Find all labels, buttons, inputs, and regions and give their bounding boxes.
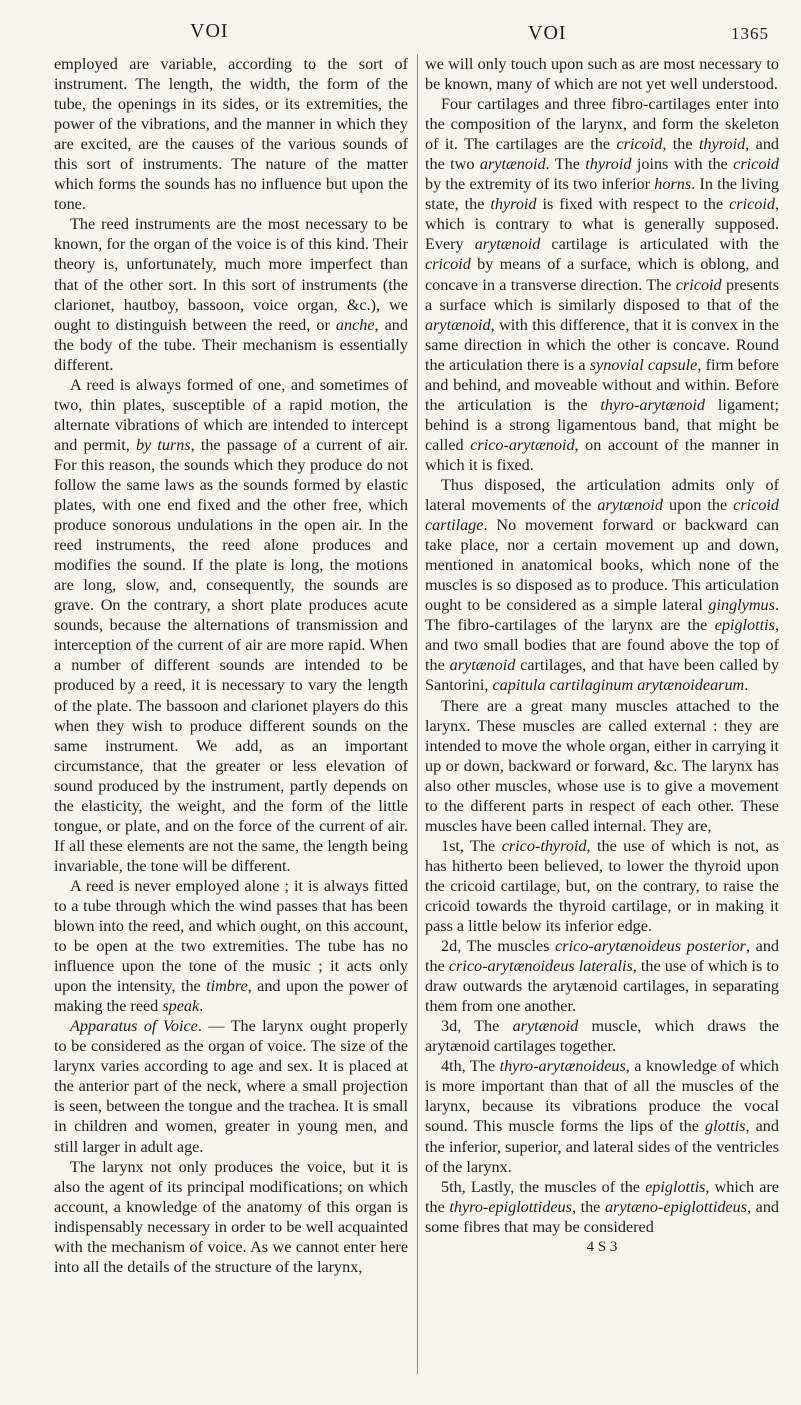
text-run: by the extremity of its two inferior [425,175,655,194]
italic-term: cricoid [729,195,775,214]
text-run: , and two small bodies that are found above the top of the [425,616,779,675]
italic-term: cricoid [733,155,780,174]
text-run: cartilages, and that have been called by Santorini, [425,656,779,695]
text-run: There are a great many muscles attached to the larynx. These muscles are called external : they are intended to move the whole organ, either in carrying it up or down, backward or forward, &c. The larynx has also other muscles, whose use is to give a movement to the different parts in respect of each other. These muscles have been called internal. They are, [425,696,779,835]
text-run: , and the two [425,135,780,174]
italic-term: Apparatus of Voice [70,1017,198,1036]
italic-term: cricoid [425,255,471,274]
paragraph [54,1016,408,1156]
signature-mark: 4 S 3 [586,1238,618,1255]
paragraph [425,936,779,1016]
paragraph [54,1157,408,1277]
italic-term: thyroid [699,135,746,154]
paragraph [54,214,408,374]
italic-term: thyro-epiglottideus [449,1197,572,1216]
italic-term: horns [654,175,692,194]
text-run: , which are the [425,1177,780,1216]
italic-term: speak [162,997,200,1016]
text-columns [0,54,801,1394]
italic-term: epiglottis [714,616,775,635]
text-run: , and the [425,937,780,976]
page-number: 1365 [731,24,769,43]
italic-term: arytænoid [512,1017,579,1036]
text-run: , and the inferior, superior, and lateral sides of the ventricles of the larynx. [425,1117,779,1176]
text-run: 2d, The muscles [441,937,556,956]
paragraph [425,94,779,475]
text-run: 4th, The [441,1057,500,1076]
text-run: , and the body of the tube. Their mechanism is essentially different. [54,315,408,374]
text-run: , the passage of a current of air. For this reason, the sounds which they produce do not follow the same laws as the sounds formed by elastic plates, with one end fixed and the other free, which produce sonorous undulations in the open air. In the reed instruments, the reed alone produces and modifies the sound. If the plate is long, the motions are long, slow, and, consequently, the sounds are grave. On the contrary, a short plate produces acute sounds, because the alternations of transmission and interception of the current of air are more rapid. When a number of different sounds are intended to be produced by a reed, it is necessary to vary the length of the plate. The bassoon and clarionet players do this when they wish to produce different sounds on the same instrument. We add, as an important circumstance, that the greater or less elevation of sound produced by the instrument, partly depends on the elasticity, the weight, and the form of the little tongue, or plate, and on the force of the current of air. If all these elements are not the same, the length being invariable, the tone will be different. [54,435,408,875]
italic-term: capitula cartilaginum arytænoidearum [492,676,745,695]
text-run: cartilage is articulated with the [540,235,779,254]
paragraph [54,375,408,876]
text-run: joins with the [631,155,734,174]
running-head-left: VOI [190,20,229,42]
text-run: by means of a surface, which is oblong, and concave in a transverse direction. The [425,255,779,294]
italic-term: arytænoid [597,496,663,515]
italic-term: glottis [705,1117,746,1136]
text-run: . In the living state, the [425,175,779,214]
paragraph [425,1177,779,1237]
text-run: . — The larynx ought properly to be considered as the organ of voice. The size of the larynx varies according to age and sex. It is placed at the anterior part of the neck, where a small projection is seen, between the tongue and the trachea. It is small in children and women, greater in young men, and still larger in adult age. [54,1017,408,1156]
text-run: 3d, The [441,1017,513,1036]
italic-term: thyroid [585,155,632,174]
running-head-right: VOI [528,22,567,44]
italic-term: arytænoid [479,155,546,174]
text-run: , the [571,1197,605,1216]
text-run: , with this difference, that it is convex in the same direction in which the other is concave. Round the articulation there is a [425,315,779,374]
paragraph [54,54,408,214]
text-run: is fixed with respect to the [536,195,730,214]
italic-term: cricoid [675,275,722,294]
text-run: The larynx not only produces the voice, but it is also the agent of its principal modifications; on which account, a knowledge of the anatomy of this organ is indispensably necessary in order to be well acquainted with the mechanism of voice. As we cannot enter here into all the details of the structure of the larynx, [54,1157,408,1276]
paragraph [54,876,408,1016]
text-run: 5th, Lastly, the muscles of the [441,1177,646,1196]
text-run: . The fibro-cartilages of the larynx are the [425,596,779,635]
text-run: , the [662,135,699,154]
text-run: A reed is always formed of one, and sometimes of two, thin plates, susceptible of a rapid motion, the alternate vibrations of which are intended to intercept and permit, [54,375,408,454]
text-run: ligament; behind is a strong ligamentous band, that might be called [425,395,780,454]
page-header [0,16,801,46]
text-run: Thus disposed, the articulation admits only of lateral movements of the [425,475,779,515]
italic-term: thyro-arytænoid [600,395,706,414]
italic-term: arytænoid [449,656,516,675]
paragraph [425,475,779,696]
paragraph [425,696,779,836]
right-column [425,54,779,1257]
italic-term: crico-arytænoideus posterior [555,937,746,956]
italic-term: crico-thyroid [501,836,587,855]
text-run: 1st, The [441,836,502,855]
italic-term: arytænoid [474,235,541,254]
italic-term: timbre [206,977,248,996]
italic-term: arytænoid [425,315,491,334]
paragraph [425,1056,779,1176]
italic-term: thyroid [490,195,537,214]
italic-term: cricoid [616,135,663,154]
text-run: muscle, which draws the arytænoid cartilages together. [425,1017,779,1056]
paragraph [425,54,779,94]
italic-term: cricoid cartilage [425,496,779,535]
text-run: upon the [662,496,734,515]
text-run: we will only touch upon such as are most necessary to be known, many of which are not yet well understood. [425,55,779,94]
text-run: , on account of the manner in which it is fixed. [425,435,779,474]
italic-term: anche [335,315,375,334]
text-run: , the use of which is not, as has hitherto been believed, to lower the thyroid upon the cricoid cartilage, but, on the contrary, to raise the cricoid towards the thyroid cartilage, or in making it pass a little below its inferior edge. [425,836,779,936]
column-divider [417,54,418,1374]
italic-term: thyro-arytænoideus [499,1057,626,1076]
italic-term: by turns [135,435,191,454]
italic-term: crico-arytænoid [470,435,575,454]
text-run: . The [545,155,586,174]
italic-term: synovial capsule [589,355,698,374]
text-run: Four cartilages and three fibro-cartilages enter into the composition of the larynx, and form the skeleton of it. The cartilages are the [425,95,779,154]
text-run: The reed instruments are the most necessary to be known, for the organ of the voice is of this kind. Their theory is, unfortunately, much more imperfect than that of the other sort. In this sort of instruments (the clarionet, hautboy, bassoon, voice organ, &c.), we ought to distinguish between the reed, or [54,215,408,334]
text-run: employed are variable, according to the sort of instrument. The length, the width, the form of the tube, the openings in its sides, or its extremities, the power of the vibrations, and the manner in which they are excited, are the causes of the various sounds of this sort of instruments. The nature of the matter which forms the sounds has no influence but upon the tone. [54,55,408,214]
paragraph [425,1016,779,1056]
text-run: . No movement forward or backward can take place, nor a certain movement up and down, mentioned in anatomical books, which none of the muscles is so disposed as to produce. This articulation ought to be considered as a simple lateral [425,516,779,615]
text-run: presents a surface which is similarly disposed to that of the [425,275,780,314]
text-run: , and some fibres that may be considered [425,1197,780,1236]
text-run: . [744,676,749,695]
paragraph [425,836,779,936]
text-run: . [199,997,204,1016]
text-run: , a knowledge of which is more important than that of all the muscles of the larynx, because its vibrations produce the vocal sound. This muscle forms the lips of the [425,1057,779,1136]
text-run: , and upon the power of making the reed [54,977,408,1016]
left-column [54,54,408,1277]
text-run: , the use of which is to draw outwards the arytænoid cartilages, in separating them from one another. [425,957,779,1016]
text-run: A reed is never employed alone ; it is always fitted to a tube through which the wind passes that has been blown into the reed, and which ought, on this account, to be open at the two extremities. The tube has no influence upon the tone of the music ; it acts only upon the intensity, the [54,876,408,996]
italic-term: crico-arytænoideus lateralis [448,957,633,976]
italic-term: epiglottis [645,1177,706,1196]
text-run: , firm before and behind, and moveable without and within. Before the articulation is the [425,355,779,414]
italic-term: ginglymus [708,596,775,615]
text-run: , which is contrary to what is generally supposed. Every [425,195,779,254]
italic-term: arytæno-epiglottideus [604,1197,748,1216]
